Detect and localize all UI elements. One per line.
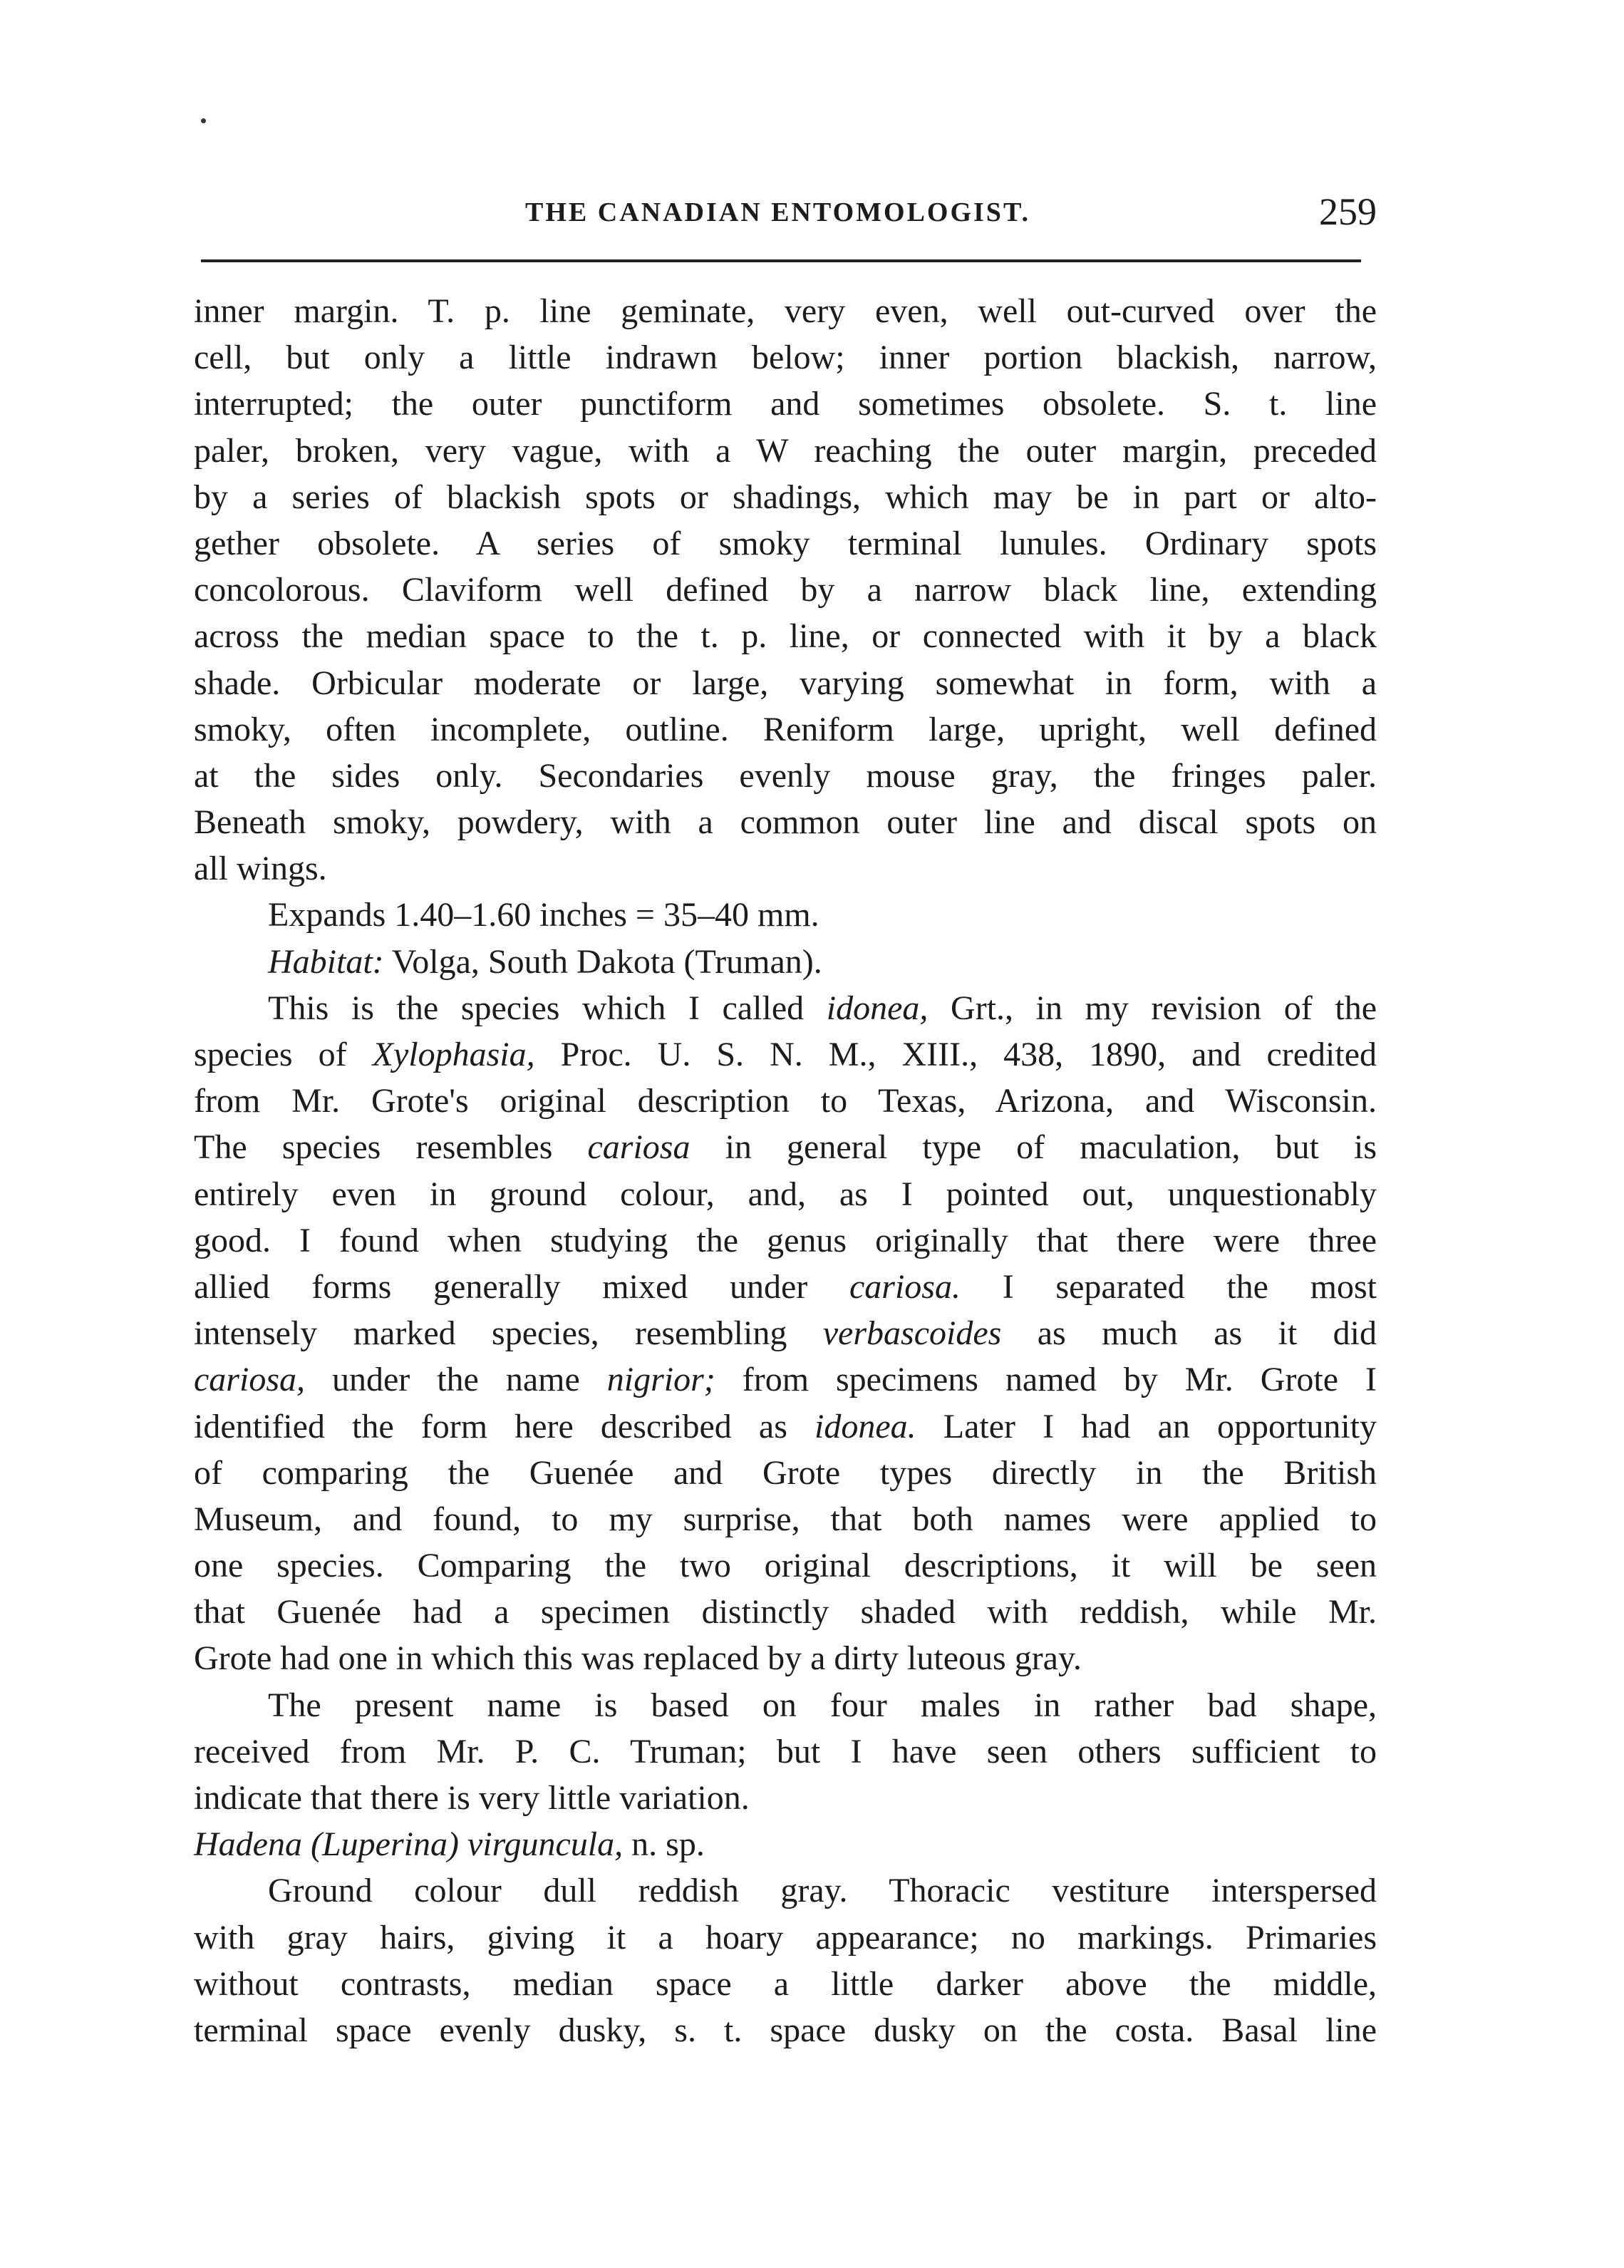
taxon-name: idonea, <box>826 989 929 1027</box>
taxon-name: cariosa <box>587 1128 691 1167</box>
text-line: without contrasts, median space a little darker above the middle, <box>194 1964 1377 2003</box>
habitat-label: Habitat: <box>268 942 384 981</box>
expanse-line: Expands 1.40–1.60 inches = 35–40 mm. <box>268 896 819 934</box>
print-speck <box>201 118 206 123</box>
text-line: cariosa, under the name nigrior; from specimens named by Mr. Grote I <box>194 1361 1377 1399</box>
text-line: indicate that there is very little variation. <box>194 1779 750 1817</box>
text-line: that Guenée had a specimen distinctly shaded with reddish, while Mr. <box>194 1593 1377 1632</box>
text-line: Ground colour dull reddish gray. Thoracic vestiture interspersed <box>268 1872 1377 1910</box>
text-line: one species. Comparing the two original descriptions, it will be seen <box>194 1547 1377 1585</box>
text-line: entirely even in ground colour, and, as I pointed out, unquestionably <box>194 1175 1377 1213</box>
text-line: from Mr. Grote's original description to Texas, Arizona, and Wisconsin. <box>194 1082 1377 1120</box>
species-heading: Hadena (Luperina) virguncula, n. sp. <box>194 1825 705 1864</box>
text-line: good. I found when studying the genus originally that there were three <box>194 1221 1377 1259</box>
text-line: by a series of blackish spots or shadings, which may be in part or alto- <box>194 478 1377 516</box>
habitat-line: Habitat: Volga, South Dakota (Truman). <box>268 942 822 981</box>
text-line: allied forms generally mixed under cariosa. I separated the most <box>194 1267 1377 1306</box>
text-line: intensely marked species, resembling verbascoides as much as it did <box>194 1314 1377 1353</box>
body-text <box>194 288 1377 2053</box>
text-line: Grote had one in which this was replaced by a dirty luteous gray. <box>194 1639 1082 1678</box>
text-line: The species resembles cariosa in general type of maculation, but is <box>194 1128 1377 1167</box>
text-line: This is the species which I called idonea, Grt., in my revision of the <box>268 989 1377 1027</box>
page-number: 259 <box>1319 190 1377 233</box>
text-line: across the median space to the t. p. line, or connected with it by a black <box>194 617 1377 656</box>
header-rule <box>201 259 1361 262</box>
text-line: of comparing the Guenée and Grote types directly in the British <box>194 1453 1377 1492</box>
text-line: interrupted; the outer punctiform and sometimes obsolete. S. t. line <box>194 385 1377 423</box>
running-head: THE CANADIAN ENTOMOLOGIST. <box>525 197 1030 227</box>
text-line: gether obsolete. A series of smoky terminal lunules. Ordinary spots <box>194 524 1377 562</box>
text-line: inner margin. T. p. line geminate, very even, well out-curved over the <box>194 292 1377 330</box>
text-line: species of Xylophasia, Proc. U. S. N. M., XIII., 438, 1890, and credited <box>194 1036 1377 1073</box>
text-line: shade. Orbicular moderate or large, varying somewhat in form, with a <box>194 664 1377 702</box>
taxon-name: cariosa, <box>194 1361 305 1399</box>
taxon-name: nigrior; <box>606 1361 715 1399</box>
text-line: cell, but only a little indrawn below; inner portion blackish, narrow, <box>194 339 1377 377</box>
taxon-name: cariosa. <box>849 1267 961 1306</box>
text-line: identified the form here described as idonea. Later I had an opportunity <box>194 1407 1377 1445</box>
text-line: concolorous. Claviform well defined by a narrow black line, extending <box>194 571 1377 609</box>
text-line: The present name is based on four males in rather bad shape, <box>268 1686 1377 1724</box>
text-line: terminal space evenly dusky, s. t. space dusky on the costa. Basal line <box>194 2011 1377 2049</box>
text-line: with gray hairs, giving it a hoary appearance; no markings. Primaries <box>194 1918 1377 1957</box>
text-line: all wings. <box>194 850 327 888</box>
text-line: at the sides only. Secondaries evenly mouse gray, the fringes paler. <box>194 756 1377 795</box>
text-line: paler, broken, very vague, with a W reaching the outer margin, preceded <box>194 431 1377 470</box>
text-line: smoky, often incomplete, outline. Reniform large, upright, well defined <box>194 710 1377 748</box>
taxon-name: idonea. <box>814 1407 916 1445</box>
taxon-name: verbascoides <box>822 1314 1002 1353</box>
text-line: Beneath smoky, powdery, with a common outer line and discal spots on <box>194 803 1377 842</box>
species-name: Hadena (Luperina) virguncula, <box>194 1825 624 1864</box>
taxon-name: Xylophasia, <box>372 1036 535 1073</box>
text-line: received from Mr. P. C. Truman; but I have seen others sufficient to <box>194 1732 1377 1770</box>
text-line: Museum, and found, to my surprise, that both names were applied to <box>194 1500 1377 1538</box>
page-header <box>194 190 1377 237</box>
